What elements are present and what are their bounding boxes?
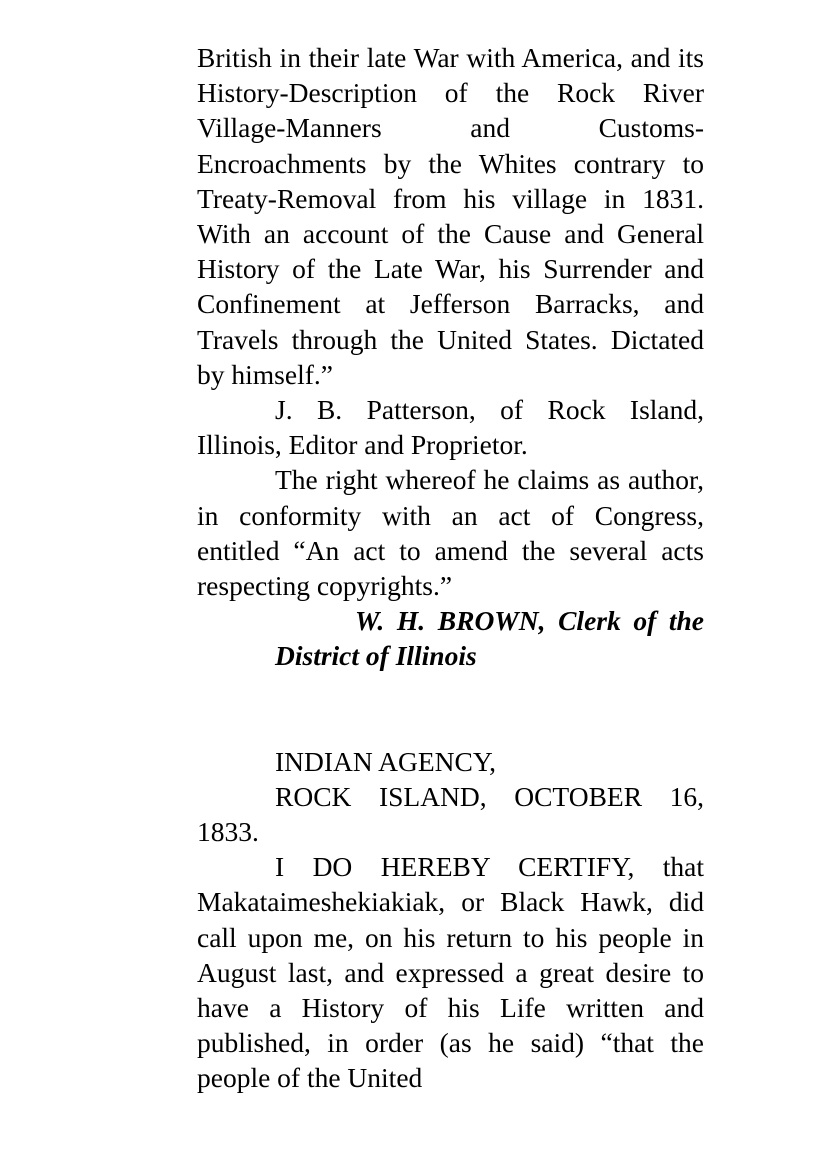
place-date-line: ROCK ISLAND, OCTOBER 16, 1833.: [197, 780, 704, 848]
section-spacer: [197, 674, 704, 744]
agency-heading: INDIAN AGENCY,: [275, 745, 497, 777]
title-continuation-paragraph: British in their late War with America, and its History-Description of the Rock River Village-Manners and Customs-Encroachments by the Whites contrary to Treaty-Removal from his village in 1831. With an account of the Cause and General History of the Late War, his Surrender and Confinement at Jefferson Barracks, and Travels through the United States. Dictated by himself.”: [197, 42, 704, 390]
clerk-signature: W. H. BROWN, Clerk of the District of Illinois: [275, 605, 704, 672]
copyright-claim-paragraph: The right whereof he claims as author, in conformity with an act of Congress, entitled “An act to amend the several acts respecting copyrights.”: [197, 464, 704, 602]
text-column: [197, 40, 704, 1096]
editor-paragraph: J. B. Patterson, of Rock Island, Illinois, Editor and Proprietor.: [197, 394, 704, 461]
certificate-body-paragraph: I DO HEREBY CERTIFY, that Makataimeshekiakiak, or Black Hawk, did call upon me, on his return to his people in August last, and expressed a great desire to have a History of his Life written and published, in order (as he said) “that the people of the United: [197, 851, 704, 1094]
